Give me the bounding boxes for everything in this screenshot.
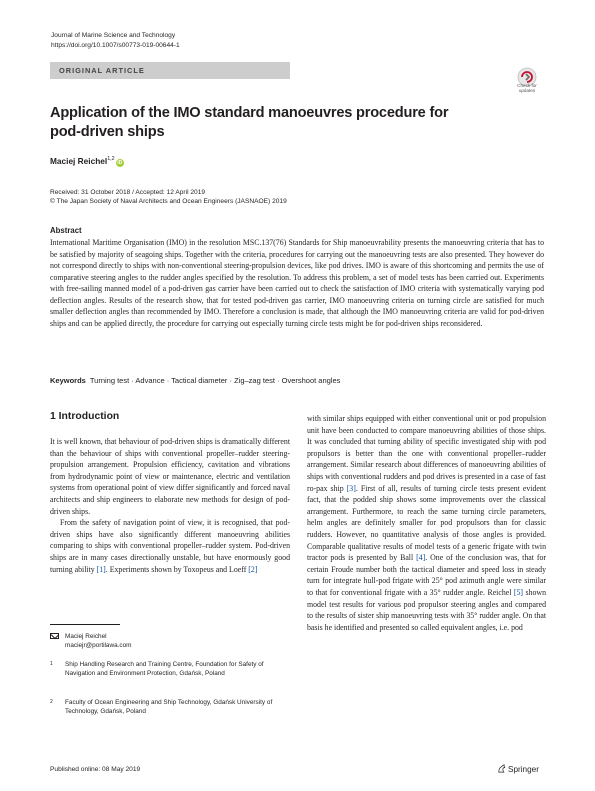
paragraph-text: . Experiments shown by Toxopeus and Loeff xyxy=(105,564,249,574)
received-accepted: Received: 31 October 2018 / Accepted: 12 April 2019 xyxy=(50,189,206,196)
intro-paragraph-2 xyxy=(50,517,290,575)
paragraph-text: . First of all, results of turning circle tests present evident fact, that the podded ship shows some improvements over the classical arrangement. Furthermore, to reach the same turning circle parameters, helm angles are definitely smaller for pod propulsors than for classic rudders. However, no quantitative analysis of those angles is provided. Comparable qualitative results of model tests of a generic frigate with twin tractor pods is presented by Ball xyxy=(307,483,546,563)
citation-link[interactable]: [3] xyxy=(346,483,356,493)
abstract-text: International Maritime Organisation (IMO) in the resolution MSC.137(76) Standards for Ship manoeuvrability presents the manoeuvring criteria that has to be satisfied by majority of seagoing ships. Together with the criteria, procedures for carrying out the manoeuvring tests are also presented. They however do not correspond directly to ships with non-conventional steering-propulsion devices, like pod drives. IMO is aware of this shortcoming and permits the use of comparative steering angles to the rudder angles specified by the resolution. To address this problem, a set of model tests has been carried out. Experiments with free-sailing manned model of a pod-driven gas carrier have been carried out to check the satisfaction of IMO criteria with systematically varying pod deflection angles. Results of the research show, that for tested pod-driven gas carrier, IMO manoeuvring criteria on turning circle are satisfied for much smaller deflection angles than recommended by IMO. Therefore a conclusion is made, that although the IMO manoeuvring criteria are valid for pod-driven ships and can be applied directly, the procedure for carrying out especially turning circle tests might be for pod-driven ships reconsidered. xyxy=(50,238,544,328)
springer-horse-icon xyxy=(497,764,506,773)
published-date: Published online: 08 May 2019 xyxy=(50,766,141,773)
citation-link[interactable]: [2] xyxy=(248,564,258,574)
footnote-divider xyxy=(50,624,120,625)
envelope-icon xyxy=(50,632,59,641)
article-dates xyxy=(50,188,287,207)
citation-link[interactable]: [5] xyxy=(513,587,524,597)
intro-paragraph-3 xyxy=(307,413,546,633)
publisher-logo[interactable] xyxy=(497,764,539,774)
right-column xyxy=(307,413,546,633)
affiliation-1 xyxy=(50,660,285,678)
left-column xyxy=(50,436,290,575)
badge-line-1: Check for xyxy=(517,83,537,88)
author-line xyxy=(50,156,124,167)
citation-link[interactable]: [1] xyxy=(96,564,106,574)
copyright: © The Japan Society of Naval Architects and Ocean Engineers (JASNAOE) 2019 xyxy=(50,198,287,206)
contact-footnote xyxy=(50,632,285,650)
citation-link[interactable]: [4] xyxy=(416,553,426,563)
badge-line-2: updates xyxy=(518,88,536,94)
contact-email[interactable]: maciejr@portilawa.com xyxy=(65,642,132,650)
paragraph-text: From the safety of navigation point of view, it is recognised, that pod-driven ships have also significantly different manoeuvring abilities comparing to ships with conventional propeller–rudder system. Pod-driven ships are in many cases directionally unstable, but have enormously good turning ability xyxy=(50,518,290,574)
author-affiliation-marks: 1,2 xyxy=(107,156,115,162)
journal-header xyxy=(51,31,180,51)
affiliation-2 xyxy=(50,698,285,716)
affiliation-text: Faculty of Ocean Engineering and Ship Technology, Gdańsk University of Technology, Gdańsk, Poland xyxy=(65,699,273,716)
section-heading: 1 Introduction xyxy=(50,411,120,422)
keywords xyxy=(50,376,340,385)
paragraph-text: . One of the conclusion was, that for certain Froude number both the tactical diameter and speed loss in steady turn for integrate hull-pod frigate with 25° pod azimuth angle were similar to that for conventional frigate with a 35° rudder angle. Reichel xyxy=(307,553,546,597)
affiliation-mark: 2 xyxy=(50,699,53,705)
paragraph-text: shown model test results for various pod propulsor steering angles and compared to the results of sister ship manoeuvring tests with 35° rudder angle. On that basis he identified and presented so called equivalent angles, i.e. pod xyxy=(307,587,546,632)
journal-name: Journal of Marine Science and Technology xyxy=(51,32,176,39)
abstract-heading: Abstract xyxy=(50,226,82,235)
article-type-banner: ORIGINAL ARTICLE xyxy=(50,62,290,79)
doi-link[interactable]: https://doi.org/10.1007/s00773-019-00644-1 xyxy=(51,42,180,49)
contact-name: Maciej Reichel xyxy=(65,633,107,640)
affiliation-mark: 1 xyxy=(50,661,53,667)
check-for-updates-label[interactable] xyxy=(508,83,546,93)
intro-paragraph-1: It is well known, that behaviour of pod-driven ships is dramatically different than the behaviour of ships with conventional propeller–rudder steering-propulsion arrangement. Propulsion efficiency, cavitation and vibrations from hydrodynamic point of view or maintenance, electric and ventilation systems from operational point of view differ significantly and forced naval architects and ship engineers to elaborate new methods for design of pod-driven ships. xyxy=(50,437,290,516)
keywords-label: Keywords xyxy=(50,376,86,385)
orcid-icon[interactable]: iD xyxy=(117,160,123,166)
paper-title: Application of the IMO standard manoeuvres procedure for pod-driven ships xyxy=(50,105,449,140)
keywords-list: Turning test · Advance · Tactical diameter · Zig–zag test · Overshoot angles xyxy=(89,376,341,385)
affiliation-text: Ship Handling Research and Training Centre, Foundation for Safety of Navigation and Environment Protection, Gdańsk, Poland xyxy=(65,661,264,678)
author-name[interactable]: Maciej Reichel xyxy=(50,156,108,166)
paragraph-text: with similar ships equipped with either conventional unit or pod propulsion unit have been conducted to compare manoeuvring abilities of those ships. It was concluded that turning ability of specific investigated ship with pod propulsors is better than the one with conventional propeller–rudder arrangement. Similar research about differences of manoeuvring abilities of ships with conventional rudders and pod drives is presented in a case of fast ro-pax ship xyxy=(307,414,546,493)
publisher-name: Springer xyxy=(508,765,539,774)
